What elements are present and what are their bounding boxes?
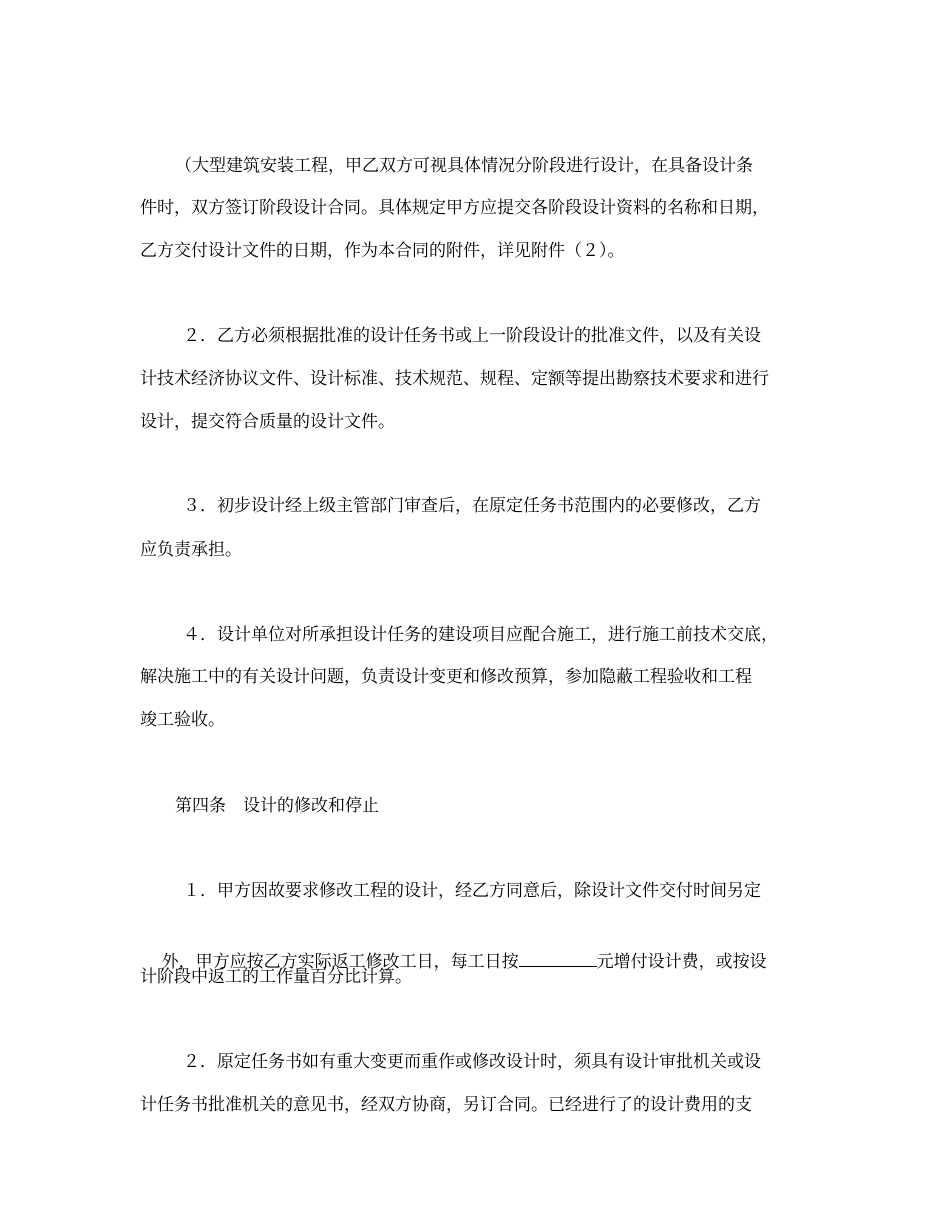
paragraph-4-line-3: 竣工验收。	[140, 710, 225, 730]
paragraph-5-line-3: 计阶段中返工的工作量百分比计算。	[140, 967, 412, 987]
paragraph-4-line-2: 解决施工中的有关设计问题，负责设计变更和修改预算，参加隐蔽工程验收和工程	[140, 667, 752, 687]
paragraph-2-line-1: ２．乙方必须根据批准的设计任务书或上一阶段设计的批准文件，以及有关设	[183, 326, 761, 346]
paragraph-2-line-2: 计技术经济协议文件、设计标准、技术规范、规程、定额等提出勘察技术要求和进行	[140, 369, 769, 389]
paragraph-3-line-1: ３．初步设计经上级主管部门审查后，在原定任务书范围内的必要修改，乙方	[183, 496, 761, 516]
paragraph-1-line-2: 件时，双方签订阶段设计合同。具体规定甲方应提交各阶段设计资料的名称和日期，	[140, 198, 769, 218]
paragraph-6-line-1: ２．原定任务书如有重大变更而重作或修改设计时，须具有设计审批机关或设	[183, 1052, 761, 1072]
paragraph-4-line-1: ４．设计单位对所承担设计任务的建设项目应配合施工，进行施工前技术交底，	[183, 625, 778, 645]
paragraph-6-line-2: 计任务书批准机关的意见书，经双方协商，另订合同。已经进行了的设计费用的支	[140, 1095, 752, 1115]
paragraph-5-line-1: １．甲方因故要求修改工程的设计，经乙方同意后，除设计文件交付时间另定	[183, 881, 761, 901]
paragraph-1-line-3: 乙方交付设计文件的日期，作为本合同的附件，详见附件（２）。	[140, 241, 625, 261]
fee-blank-field	[519, 946, 597, 967]
paragraph-2-line-3: 设计，提交符合质量的设计文件。	[140, 412, 395, 432]
article-heading: 第四条 设计的修改和停止	[175, 796, 379, 816]
paragraph-3-line-2: 应负责承担。	[140, 540, 242, 560]
paragraph-5-line-2-before-blank: 外，甲方应按乙方实际返工修改工日，每工日按	[161, 952, 519, 972]
paragraph-5-line-2-after-blank: 元增付设计费，或按设	[596, 952, 767, 972]
paragraph-1-line-1: （大型建筑安装工程，甲乙双方可视具体情况分阶段进行设计，在具备设计条	[175, 156, 753, 176]
